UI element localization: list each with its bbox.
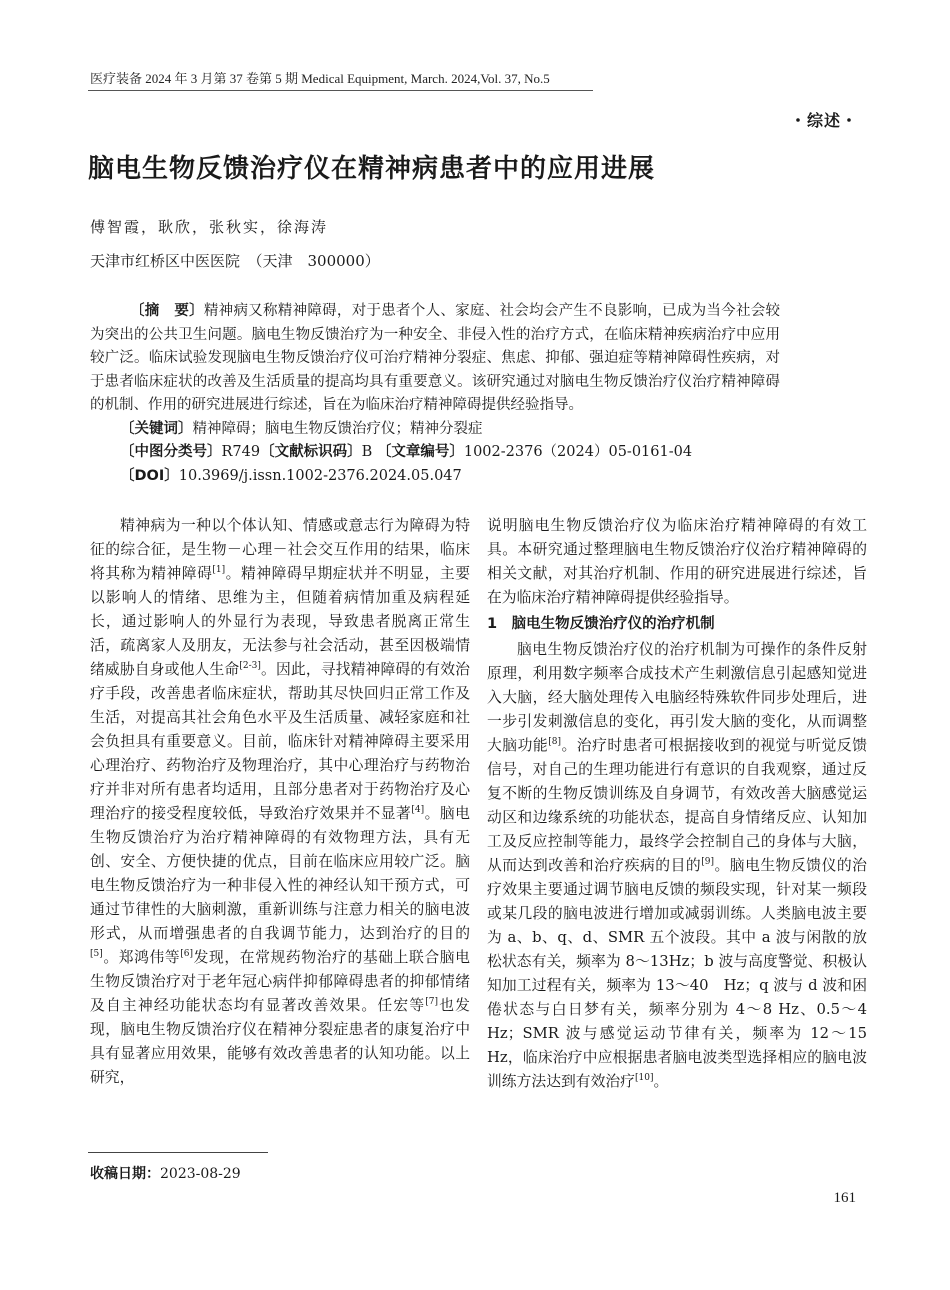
keywords-line <box>90 418 780 442</box>
citation[interactable]: [4] <box>411 805 425 815</box>
body-column-left <box>90 514 470 1090</box>
intro-paragraph <box>90 514 470 1090</box>
citation[interactable]: [9] <box>701 857 714 867</box>
page-number: 161 <box>833 1190 856 1206</box>
abstract-label: 〔摘 要〕 <box>130 303 204 319</box>
citation[interactable]: [6] <box>180 949 194 959</box>
citation[interactable]: [5] <box>90 949 103 959</box>
abstract-block <box>90 300 780 488</box>
text-run: 。治疗时患者可根据接收到的视觉与听觉反馈信号，对自己的生理功能进行有意识的自我观察，通过反复不断的生物反馈训练及自身调节，有效改善大脑感觉运动区和边缘系统的功能状态，提高自身情绪反应、认知加工及反应控制等能力，最终学会控制自己的身体与大脑，从而达到改善和治疗疾病的目的 <box>487 737 867 874</box>
clc-label: 〔中图分类号〕 <box>120 444 222 460</box>
section-heading-1: 1 脑电生物反馈治疗仪的治疗机制 <box>487 616 715 632</box>
keywords-text: 精神障碍；脑电生物反馈治疗仪；精神分裂症 <box>192 420 483 437</box>
intro-continuation: 说明脑电生物反馈治疗仪为临床治疗精神障碍的有效工具。本研究通过整理脑电生物反馈治疗仪治疗精神障碍的相关文献，对其治疗机制、作用的研究进展进行综述，旨在为临床治疗精神障碍提供经验指导。 <box>487 517 867 606</box>
received-label: 收稿日期： <box>90 1166 160 1182</box>
text-run: 。郑鸿伟等 <box>102 949 181 966</box>
clc-value: R749 <box>221 444 261 460</box>
received-date-line <box>90 1163 241 1183</box>
text-run: 。精神障碍早期症状并不明显，主要以影响人的情绪、思维为主，但随着病情加重及病程延长，通过影响人的外显行为表现，导致患者脱离正常生活，疏离家人及朋友，无法参与社会活动，甚至因极端情绪威胁自身或他人生命 <box>90 565 470 678</box>
text-run: 也发现，脑电生物反馈治疗仪在精神分裂症患者的康复治疗中具有显著应用效果，能够有效改善患者的认知功能。以上研究， <box>90 997 470 1086</box>
text-run: 。因此，寻找精神障碍的有效治疗手段，改善患者临床症状，帮助其尽快回归正常工作及生活，对提高其社会角色水平及生活质量、减轻家庭和社会负担具有重要意义。目前，临床针对精神障碍主要采用心理治疗、药物治疗及物理治疗，其中心理治疗与药物治疗并非对所有患者均适用，且部分患者对于药物治疗及心理治疗的接受程度较低，导致治疗效果并不显著 <box>90 661 470 822</box>
text-run: 。 <box>653 1073 669 1090</box>
received-date: 2023-08-29 <box>160 1166 241 1182</box>
section-tag: ・综述・ <box>789 111 858 130</box>
citation[interactable]: [1] <box>212 565 226 575</box>
header-divider <box>88 90 593 91</box>
classification-line <box>90 441 780 465</box>
text-run: 脑电生物反馈治疗仪的治疗机制为可操作的条件反射原理，利用数字频率合成技术产生刺激信息引起感知觉进入大脑，经大脑处理传入电脑经特殊软件同步处理后，进一步引发刺激信息的变化，再引发大脑的变化，从而调整大脑功能 <box>487 641 867 754</box>
body-column-right <box>487 514 867 1094</box>
article-no-label: 〔文章编号〕 <box>376 444 464 460</box>
citation[interactable]: [10] <box>634 1073 654 1083</box>
article-no-value: 1002-2376（2024）05-0161-04 <box>463 444 693 460</box>
abstract-paragraph <box>90 300 780 418</box>
text-run: 发现，在常规药物治疗的基础上联合脑电生物反馈治疗对于老年冠心病伴抑郁障碍患者的抑郁情绪及自主神经功能状态均有显著改善效果。任宏等 <box>90 949 470 1014</box>
footnote-divider <box>88 1152 268 1153</box>
doc-code-label: 〔文献标识码〕 <box>260 444 362 460</box>
doi-label: 〔DOI〕 <box>120 467 179 484</box>
abstract-text: 精神病又称精神障碍，对于患者个人、家庭、社会均会产生不良影响，已成为当今社会较为突出的公共卫生问题。脑电生物反馈治疗为一种安全、非侵入性的治疗方式，在临床精神疾病治疗中应用较广泛。临床试验发现脑电生物反馈治疗仪可治疗精神分裂症、焦虑、抑郁、强迫症等精神障碍性疾病，对于患者临床症状的改善及生活质量的提高均具有重要意义。该研究通过对脑电生物反馈治疗仪治疗精神障碍的机制、作用的研究进展进行综述，旨在为临床治疗精神障碍提供经验指导。 <box>90 303 781 413</box>
citation[interactable]: [8] <box>548 737 561 747</box>
article-authors: 傅智霞，耿欣，张秋实，徐海涛 <box>90 218 329 236</box>
doc-code-value: B <box>361 444 373 460</box>
keywords-label: 〔关键词〕 <box>120 420 193 437</box>
citation[interactable]: [2-3] <box>239 661 261 671</box>
text-run: 精神病为一种以个体认知、情感或意志行为障碍为特征的综合征，是生物－心理－社会交互作用的结果，临床将其称为精神障碍 <box>90 517 470 582</box>
article-title: 脑电生物反馈治疗仪在精神病患者中的应用进展 <box>88 154 656 184</box>
text-run: 。脑电生物反馈仪的治疗效果主要通过调节脑电反馈的频段实现，针对某一频段或某几段的脑电波进行增加或减弱训练。人类脑电波主要为 a、b、q、d、SMR 五个波段。其中 a 波与闲散的放松状态有关，频率为 8～13Hz；b 波与高度警觉、积极认知加工过程有关，频率为 13～40 Hz；q 波与 d 波和困倦状态与白日梦有关，频率分别为 4～8 Hz、0.5～4 Hz；SMR 波与感觉运动节律有关，频率为 12～15 Hz，临床治疗中应根据患者脑电波类型选择相应的脑电波训练方法达到有效治疗 <box>487 857 867 1090</box>
citation[interactable]: [7] <box>425 997 439 1007</box>
doi-value: 10.3969/j.issn.1002-2376.2024.05.047 <box>178 467 462 484</box>
doi-line <box>90 465 780 489</box>
text-run: 。脑电生物反馈治疗为治疗精神障碍的有效物理方法，具有无创、安全、方便快捷的优点，目前在临床应用较广泛。脑电生物反馈治疗为一种非侵入性的神经认知干预方式，可通过节律性的大脑刺激，重新训练与注意力相关的脑电波形式，从而增强患者的自我调节能力，达到治疗的目的 <box>90 805 470 942</box>
article-affiliation: 天津市红桥区中医医院 （天津 300000） <box>90 252 380 270</box>
running-head: 医疗装备 2024 年 3 月第 37 卷第 5 期 Medical Equipment, March. 2024,Vol. 37, No.5 <box>90 71 550 86</box>
mechanism-paragraph <box>487 638 867 1094</box>
